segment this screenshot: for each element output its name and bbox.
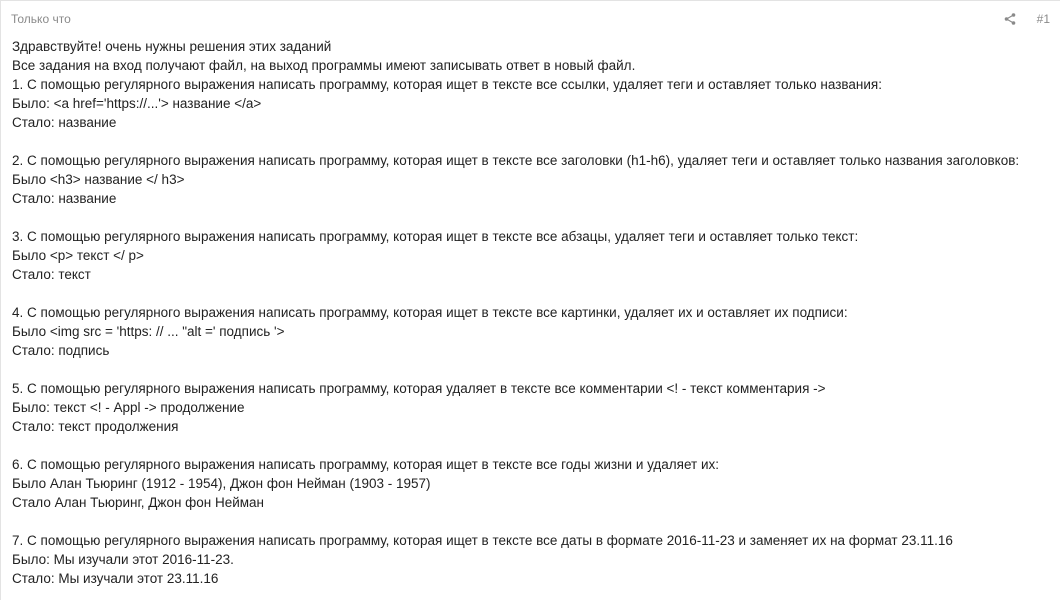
post-line: Стало: подпись bbox=[12, 343, 110, 358]
post-line: Стало: название bbox=[12, 115, 117, 130]
post-line: Стало: название bbox=[12, 191, 117, 206]
post-line: Было: текст <! - Appl -> продолжение bbox=[12, 400, 245, 415]
post-line: Было: <a href='https://...'> название </a> bbox=[12, 96, 262, 111]
post-line: 4. С помощью регулярного выражения написать программу, которая ищет в тексте все картинки, удаляет их и оставляет их подписи: bbox=[12, 305, 848, 320]
post-line: Здравствуйте! очень нужны решения этих заданий bbox=[12, 39, 332, 54]
post-line: Стало Алан Тьюринг, Джон фон Нейман bbox=[12, 495, 265, 510]
post-line: 6. С помощью регулярного выражения написать программу, которая ищет в тексте все годы жизни и удаляет их: bbox=[12, 457, 720, 472]
post-line: 2. С помощью регулярного выражения написать программу, которая ищет в тексте все заголовки (h1-h6), удаляет теги и оставляет только названия заголовков: bbox=[12, 153, 1020, 168]
post-number-link[interactable]: #1 bbox=[1036, 12, 1050, 26]
post-line: 1. С помощью регулярного выражения написать программу, которая ищет в тексте все ссылки, удаляет теги и оставляет только названия: bbox=[12, 77, 882, 92]
post-line: Все задания на вход получают файл, на выход программы имеют записывать ответ в новый файл. bbox=[12, 58, 636, 73]
post-line: 3. С помощью регулярного выражения написать программу, которая ищет в тексте все абзацы, удаляет теги и оставляет только текст: bbox=[12, 229, 859, 244]
post-line: Было Алан Тьюринг (1912 - 1954), Джон фон Нейман (1903 - 1957) bbox=[12, 476, 431, 491]
post-line bbox=[12, 512, 1052, 531]
post-body bbox=[12, 37, 1052, 588]
post-header bbox=[11, 1, 1050, 37]
post-line bbox=[12, 436, 1052, 455]
post-line: 7. С помощью регулярного выражения написать программу, которая ищет в тексте все даты в формате 2016-11-23 и заменяет их на формат 23.11.16 bbox=[12, 533, 953, 548]
post-line bbox=[12, 360, 1052, 379]
post-actions bbox=[1003, 11, 1050, 27]
post-line: Стало: текст продолжения bbox=[12, 419, 179, 434]
post-line bbox=[12, 284, 1052, 303]
share-icon[interactable] bbox=[1003, 12, 1017, 26]
post-line: Было <img src = 'https: // ... "alt =' подпись '> bbox=[12, 324, 285, 339]
post-line: Было <p> текст </ p> bbox=[12, 248, 144, 263]
post-line: Стало: Мы изучали этот 23.11.16 bbox=[12, 571, 219, 586]
post-line: Стало: текст bbox=[12, 267, 91, 282]
post-timestamp: Только что bbox=[11, 12, 71, 26]
post-line bbox=[12, 208, 1052, 227]
post-line: 5. С помощью регулярного выражения написать программу, которая удаляет в тексте все комментарии <! - текст комментария -> bbox=[12, 381, 826, 396]
post-line: Было <h3> название </ h3> bbox=[12, 172, 185, 187]
post-line: Было: Мы изучали этот 2016-11-23. bbox=[12, 552, 234, 567]
post-line bbox=[12, 132, 1052, 151]
